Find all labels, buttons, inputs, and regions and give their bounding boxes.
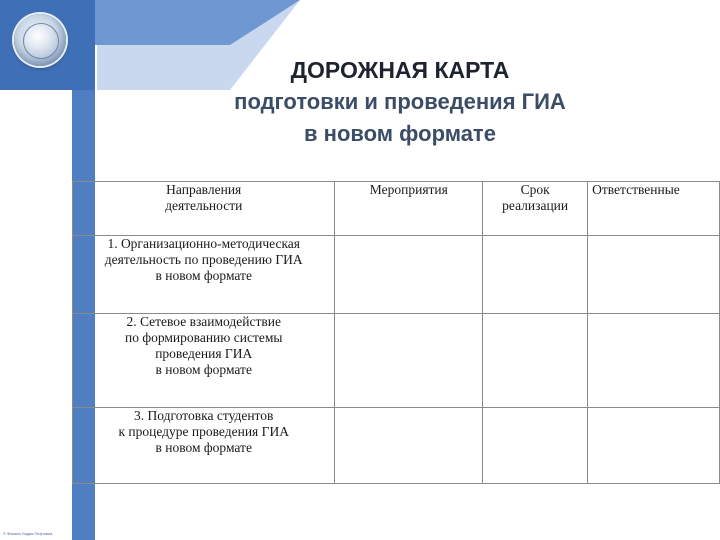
vertical-line-thin <box>95 45 97 90</box>
row3-line1: 3. Подготовка студентов <box>134 408 274 423</box>
row1-line1: 1. Организационно-методическая <box>107 236 301 251</box>
row2-activities-cell <box>335 314 483 408</box>
header-activities-text: Мероприятия <box>369 182 448 197</box>
row2-deadline-cell <box>483 314 588 408</box>
table-row <box>73 408 720 484</box>
glossy-orb-icon <box>14 14 66 66</box>
row3-deadline-cell <box>483 408 588 484</box>
title-line-3: в новом формате <box>304 121 496 146</box>
row1-direction <box>73 236 335 314</box>
row2-line1: 2. Сетевое взаимодействие <box>126 314 281 329</box>
row2-line4: в новом формате <box>155 362 252 377</box>
row1-responsible-cell <box>588 236 720 314</box>
title-line-2: подготовки и проведения ГИА <box>234 89 566 114</box>
table-header-row <box>73 182 720 236</box>
row1-line3: в новом формате <box>155 268 252 283</box>
header-deadline <box>483 182 588 236</box>
row2-direction <box>73 314 335 408</box>
row3-responsible-cell <box>588 408 720 484</box>
header-responsible <box>588 182 720 236</box>
row3-line2: к процедуре проведения ГИА <box>118 424 289 439</box>
title-line-1: ДОРОЖНАЯ КАРТА <box>290 57 510 83</box>
row3-activities-cell <box>335 408 483 484</box>
roadmap-table <box>72 181 720 484</box>
header-responsible-text: Ответственные <box>592 182 680 197</box>
footer-credit: © Фокина Лидия Петровна <box>3 531 53 536</box>
orb-inner <box>23 23 59 59</box>
row1-deadline-cell <box>483 236 588 314</box>
left-stripe <box>0 90 72 540</box>
header-deadline-line1: Срок <box>520 182 550 197</box>
row2-line3: проведения ГИА <box>155 346 253 361</box>
row1-line2: деятельность по проведению ГИА <box>104 252 303 267</box>
row3-direction <box>73 408 335 484</box>
header-deadline-line2: реализации <box>502 198 569 213</box>
row1-activities-cell <box>335 236 483 314</box>
row2-line2: по формированию системы <box>124 330 283 345</box>
table-row <box>73 236 720 314</box>
row3-line3: в новом формате <box>155 440 252 455</box>
header-directions <box>73 182 335 236</box>
row2-responsible-cell <box>588 314 720 408</box>
header-directions-line1: Направления <box>166 182 242 197</box>
slide-title <box>200 54 600 150</box>
header-activities <box>335 182 483 236</box>
header-directions-line2: деятельности <box>165 198 243 213</box>
table-row <box>73 314 720 408</box>
